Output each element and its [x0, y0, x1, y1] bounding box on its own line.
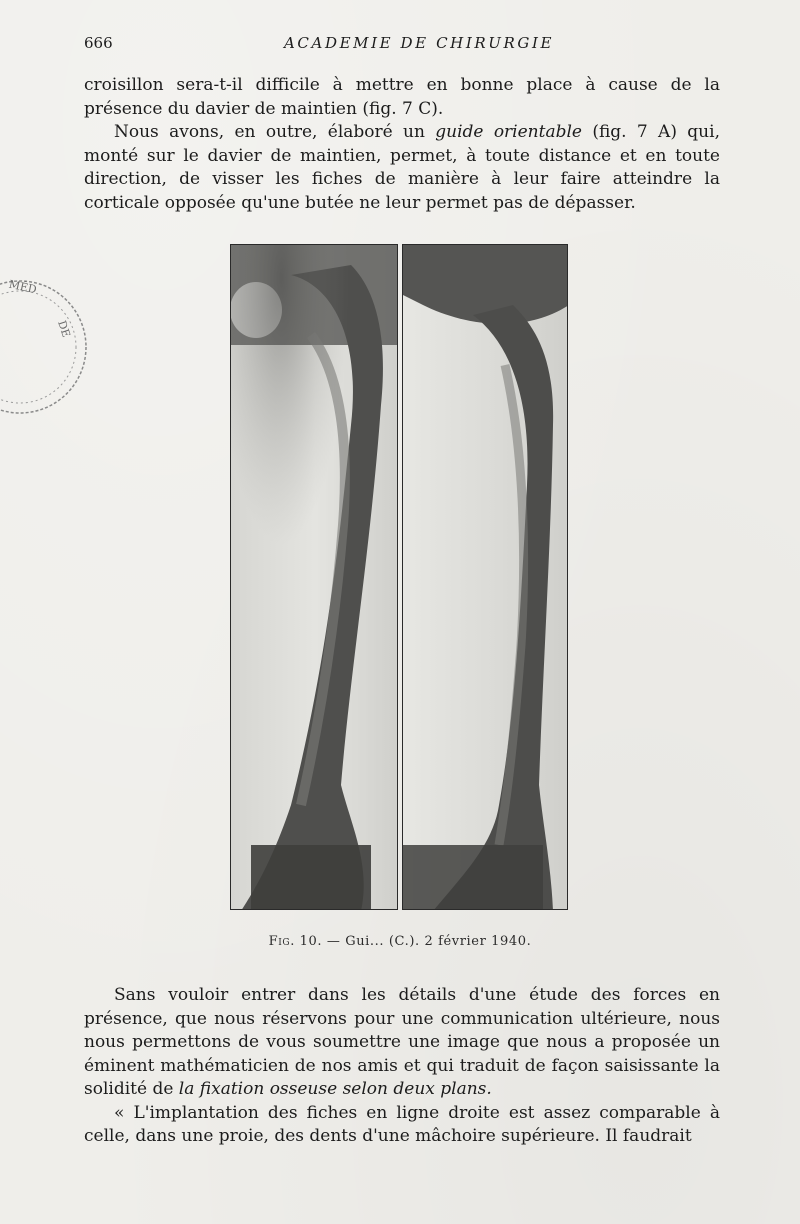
paragraph-3-text: Sans vouloir entrer dans les détails d'une étude des forces en présence, que nous réservons pour une communication ultérieure, nous nous permettons de vous soumettre une image que nous a proposée un éminent mathématicien de nos amis et qui traduit de façon saisissante la solidité de [84, 985, 720, 1099]
library-stamp [0, 262, 90, 432]
stamp-graphic [0, 262, 90, 432]
xray-right-panel [402, 244, 568, 910]
xray-right-image [403, 245, 568, 910]
paragraph-2-italic: guide orientable [435, 122, 582, 142]
stamp-text-top: MÉD [7, 277, 38, 297]
paragraph-3 [84, 984, 720, 1102]
xray-left-image [231, 245, 398, 910]
paragraph-3-italic: la fixation osseuse selon deux plans. [178, 1079, 492, 1099]
paragraph-2 [84, 121, 720, 215]
figure-label: Fig. 10. [268, 934, 323, 949]
figure-caption [0, 934, 800, 949]
page-number: 666 [84, 34, 113, 52]
xray-left-panel [230, 244, 398, 910]
body-text-bottom [84, 984, 720, 1149]
paragraph-2-end: (fig. 7 A) qui, monté sur le davier de maintien, permet, à toute distance et en toute direction, de visser les fiches de manière à leur faire atteindre la corticale opposée qu'une butée ne leur permet pas de dépasser. [84, 122, 720, 213]
figure-caption-text: — Gui... (C.). 2 février 1940. [322, 934, 532, 949]
figure-10-radiographs [230, 244, 568, 910]
paragraph-4: « L'implantation des fiches en ligne droite est assez comparable à celle, dans une proie, des dents d'une mâchoire supérieure. Il faudrait [84, 1102, 720, 1146]
journal-title: ACADEMIE DE CHIRURGIE [284, 34, 555, 52]
stamp-text-side: DE [55, 318, 73, 339]
body-text-top [84, 74, 720, 215]
running-head [84, 34, 720, 54]
paragraph-2-start: Nous avons, en outre, élaboré un [114, 122, 436, 142]
paragraph-1: croisillon sera-t-il difficile à mettre en bonne place à cause de la présence du davier de maintien (fig. 7 C). [84, 75, 720, 119]
